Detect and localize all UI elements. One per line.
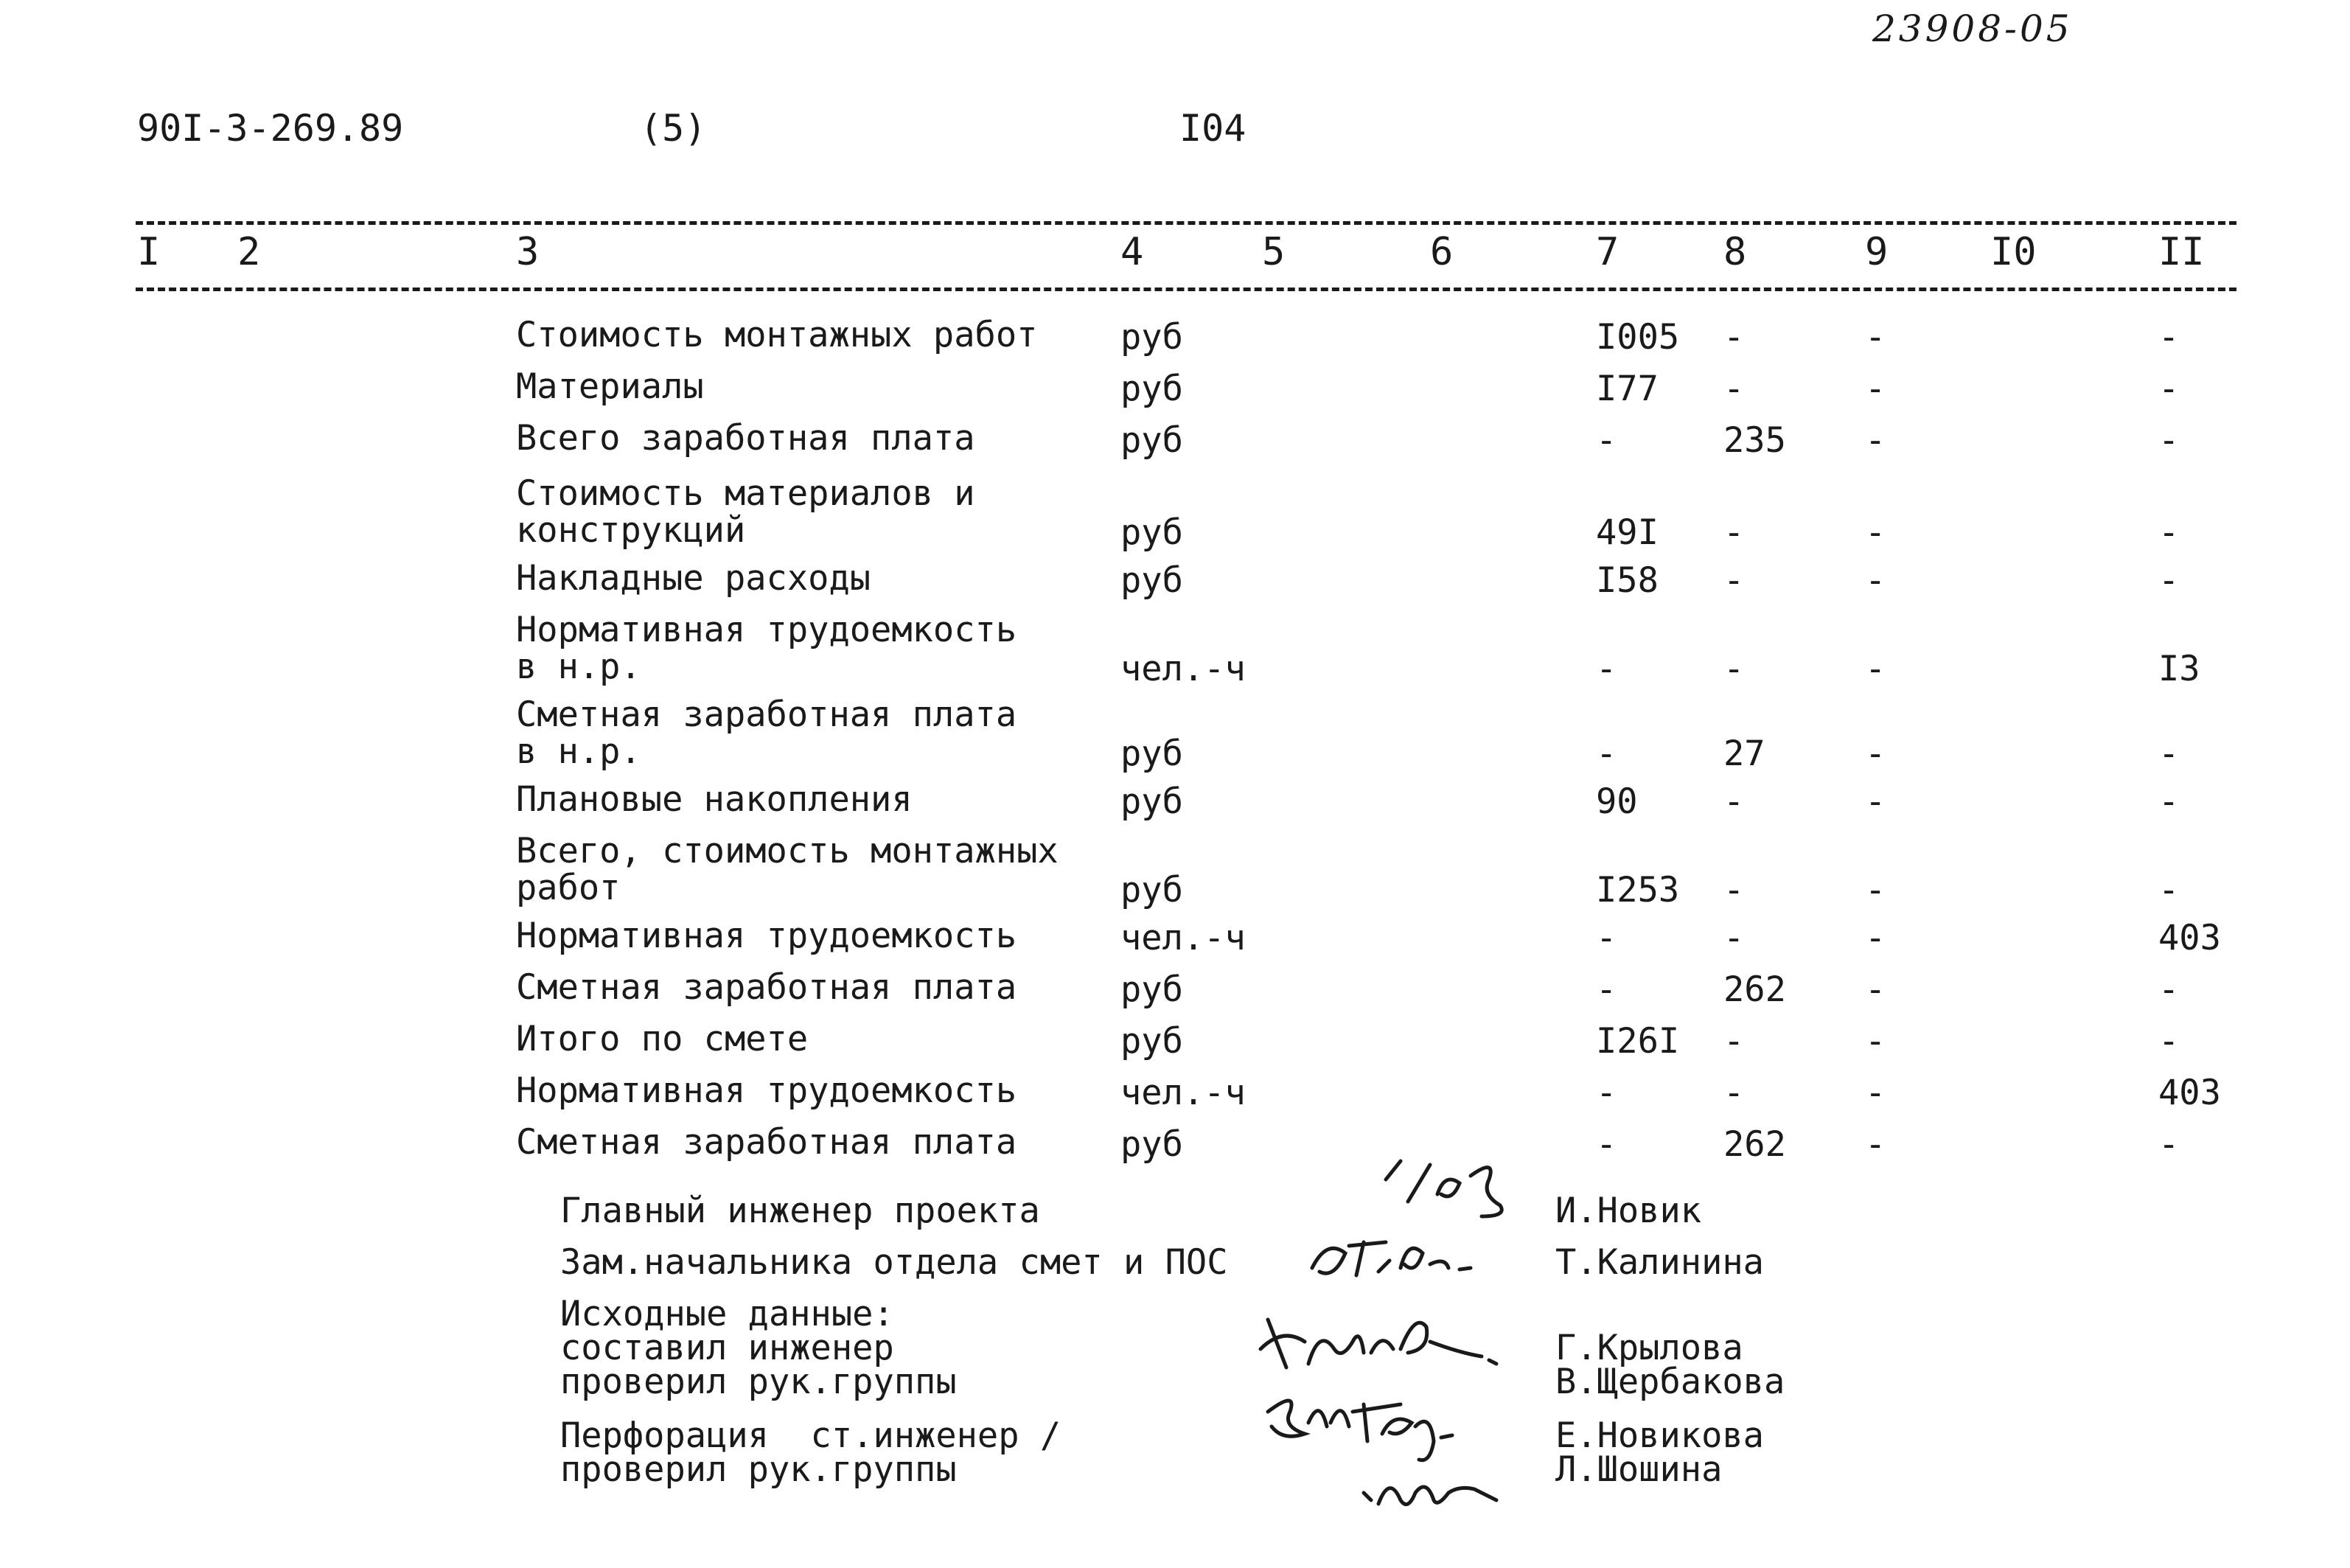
value-col-7: - [1596,1124,1617,1165]
value-col-7: I26I [1596,1021,1680,1062]
unit-cell: руб [1120,870,1183,910]
sheet-number: (5) [640,107,707,150]
unit-cell: руб [1120,560,1183,601]
signature-role-compiled: составил инженер [560,1328,894,1368]
column-number: 9 [1865,230,1889,274]
value-col-11: 403 [2158,918,2221,958]
handwritten-signature-perforation [1253,1382,1504,1530]
unit-cell: руб [1120,420,1183,461]
value-col-11: - [2158,1124,2180,1165]
column-number: 5 [1262,230,1286,274]
row-label: Сметная заработная плата [516,967,1017,1008]
signature-role-deputy-head: Зам.начальника отдела смет и ПОС [560,1242,1228,1283]
unit-cell: чел.-ч [1120,649,1246,689]
value-col-9: - [1865,512,1886,553]
column-number: 3 [516,230,540,274]
value-col-11: - [2158,1021,2180,1062]
value-col-9: - [1865,1021,1886,1062]
table-top-rule [136,221,2236,225]
value-col-9: - [1865,781,1886,822]
signature-name-chief-engineer: И.Новик [1555,1191,1702,1231]
value-col-8: - [1723,560,1745,601]
value-col-9: - [1865,369,1886,409]
column-number: II [2158,230,2205,274]
document-code: 90I-3-269.89 [137,107,404,150]
row-label: Сметная заработная плата [516,1122,1017,1163]
value-col-11: - [2158,420,2180,461]
value-col-11: - [2158,870,2180,910]
value-col-8: - [1723,1073,1745,1113]
value-col-11: - [2158,969,2180,1010]
value-col-8: - [1723,317,1745,358]
value-col-9: - [1865,420,1886,461]
handwritten-signature-chief [1371,1150,1519,1231]
column-number: 6 [1430,230,1454,274]
value-col-9: - [1865,734,1886,774]
signature-role-checked-2: проверил рук.группы [560,1449,957,1490]
value-col-7: I77 [1596,369,1659,409]
column-number: 8 [1723,230,1747,274]
signature-name-perforation: Е.Новикова [1555,1415,1764,1456]
page-number: I04 [1179,107,1247,150]
value-col-8: - [1723,918,1745,958]
value-col-7: I005 [1596,317,1680,358]
value-col-9: - [1865,560,1886,601]
signature-name-compiled: Г.Крылова [1555,1328,1743,1368]
value-col-8: - [1723,369,1745,409]
column-number: I0 [1990,230,2037,274]
signature-role-perforation: Перфорация ст.инженер / [560,1415,1061,1456]
value-col-11: - [2158,734,2180,774]
value-col-7: - [1596,969,1617,1010]
value-col-11: - [2158,369,2180,409]
value-col-9: - [1865,317,1886,358]
value-col-9: - [1865,649,1886,689]
value-col-8: - [1723,1021,1745,1062]
row-label: Материалы [516,366,704,407]
value-col-8: - [1723,512,1745,553]
column-number: I [137,230,161,274]
value-col-7: 90 [1596,781,1638,822]
archive-number: 23908-05 [1872,7,2073,50]
unit-cell: руб [1120,369,1183,409]
handwritten-signature-deputy [1305,1224,1489,1290]
column-number: 2 [237,230,261,274]
value-col-9: - [1865,870,1886,910]
value-col-9: - [1865,918,1886,958]
value-col-11: - [2158,512,2180,553]
unit-cell: руб [1120,734,1183,774]
source-data-heading: Исходные данные: [560,1294,894,1334]
value-col-8: 262 [1723,969,1786,1010]
value-col-7: - [1596,420,1617,461]
value-col-7: I253 [1596,870,1680,910]
value-col-8: - [1723,781,1745,822]
row-label: Стоимость монтажных работ [516,315,1038,355]
row-label: Стоимость материалов и конструкций [516,473,975,551]
unit-cell: чел.-ч [1120,1073,1246,1113]
value-col-7: - [1596,918,1617,958]
value-col-11: 403 [2158,1073,2221,1113]
signature-name-deputy-head: Т.Калинина [1555,1242,1764,1283]
unit-cell: руб [1120,969,1183,1010]
value-col-9: - [1865,1073,1886,1113]
row-label: Всего заработная плата [516,418,975,459]
value-col-9: - [1865,1124,1886,1165]
value-col-8: 262 [1723,1124,1786,1165]
signature-role-checked-1: проверил рук.группы [560,1362,957,1402]
unit-cell: руб [1120,317,1183,358]
unit-cell: руб [1120,1124,1183,1165]
value-col-7: 49I [1596,512,1659,553]
row-label: Нормативная трудоемкость [516,916,1017,956]
value-col-7: - [1596,734,1617,774]
signature-role-chief-engineer: Главный инженер проекта [560,1191,1040,1231]
value-col-7: I58 [1596,560,1659,601]
column-number: 4 [1120,230,1144,274]
column-number: 7 [1596,230,1619,274]
row-label: Нормативная трудоемкость в н.р. [516,610,1017,687]
value-col-11: I3 [2158,649,2200,689]
row-label: Всего, стоимость монтажных работ [516,831,1059,908]
value-col-9: - [1865,969,1886,1010]
row-label: Накладные расходы [516,558,871,599]
value-col-11: - [2158,560,2180,601]
value-col-11: - [2158,317,2180,358]
value-col-11: - [2158,781,2180,822]
handwritten-signature-compiled [1253,1297,1504,1386]
value-col-7: - [1596,649,1617,689]
unit-cell: руб [1120,512,1183,553]
value-col-8: - [1723,870,1745,910]
table-header-rule [136,288,2236,291]
row-label: Итого по смете [516,1019,809,1059]
value-col-7: - [1596,1073,1617,1113]
value-col-8: 27 [1723,734,1765,774]
row-label: Нормативная трудоемкость [516,1070,1017,1111]
row-label: Плановые накопления [516,779,913,820]
value-col-8: 235 [1723,420,1786,461]
signature-name-checked-1: В.Щербакова [1555,1362,1785,1402]
unit-cell: чел.-ч [1120,918,1246,958]
signature-name-checked-2: Л.Шошина [1555,1449,1723,1490]
unit-cell: руб [1120,781,1183,822]
row-label: Сметная заработная плата в н.р. [516,694,1017,772]
value-col-8: - [1723,649,1745,689]
unit-cell: руб [1120,1021,1183,1062]
